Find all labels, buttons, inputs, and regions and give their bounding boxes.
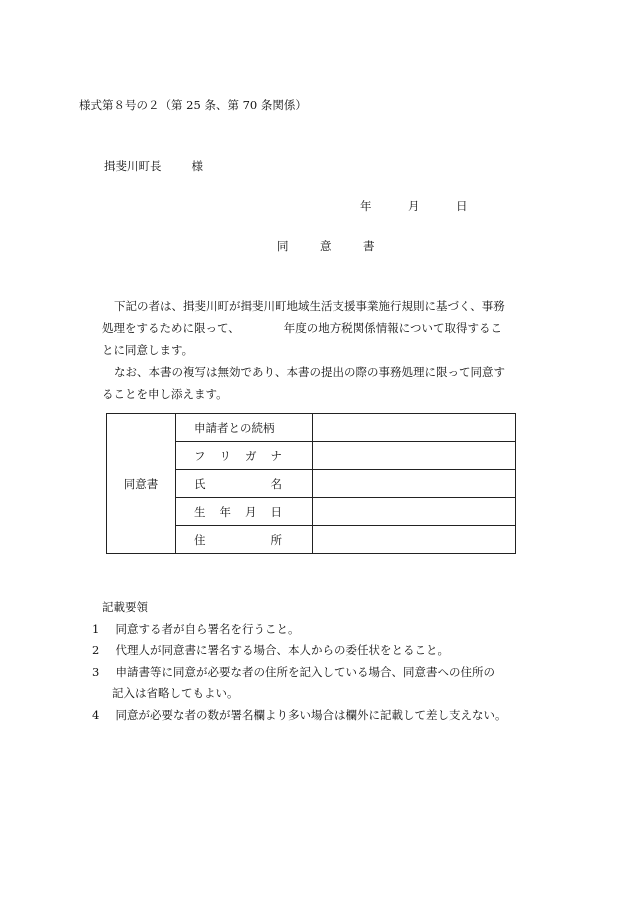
- table-field-label: 氏 名: [176, 470, 313, 498]
- table-field-value[interactable]: [313, 470, 516, 498]
- note-text: 代理人が同意書に署名する場合、本人からの委任状をとること。: [104, 643, 449, 657]
- document-title: 同 意 書: [277, 239, 385, 253]
- note-number: 2: [92, 643, 100, 657]
- notes-heading: 記載要領: [102, 600, 148, 614]
- form-number: 様式第８号の２（第 25 条、第 70 条関係）: [79, 98, 307, 112]
- table-field-label: 住 所: [176, 526, 313, 554]
- consent-paragraph-2: [102, 361, 522, 405]
- table-row: [107, 414, 516, 442]
- date-year: 年: [360, 199, 372, 213]
- date-month: 月: [408, 199, 420, 213]
- paragraph-line: 下記の者は、揖斐川町が揖斐川町地域生活支援事業施行規則に基づく、事務: [114, 299, 505, 313]
- paragraph-text: 処理をするために限って、: [102, 321, 240, 335]
- addressee-name: 揖斐川町長: [104, 159, 162, 173]
- paragraph-line: とに同意します。: [102, 343, 194, 357]
- table-field-label: フ リ ガ ナ: [176, 442, 313, 470]
- consent-table: [106, 413, 516, 554]
- note-text: 申請書等に同意が必要な者の住所を記入している場合、同意書への住所の: [104, 664, 495, 679]
- paragraph-text: 年度の地方税関係情報について取得するこ: [283, 321, 503, 335]
- table-field-value[interactable]: [313, 414, 516, 442]
- table-field-label: 生 年 月 日: [176, 498, 313, 526]
- note-item: [92, 705, 507, 727]
- note-text: 同意する者が自ら署名を行うこと。: [104, 621, 300, 636]
- table-field-value[interactable]: [313, 526, 516, 554]
- note-item: [92, 640, 507, 662]
- date-line: [360, 198, 468, 214]
- paragraph-line: ることを申し添えます。: [102, 387, 228, 401]
- table-field-label: 申請者との続柄: [176, 414, 313, 442]
- note-number: 3: [92, 664, 100, 679]
- notes-section: [92, 597, 507, 726]
- addressee: [104, 158, 203, 174]
- table-group-label: 同意書: [107, 414, 176, 554]
- note-text: 同意が必要な者の数が署名欄より多い場合は欄外に記載して差し支えない。: [104, 707, 507, 722]
- note-number: 1: [92, 621, 100, 636]
- note-item: [92, 619, 507, 641]
- table-field-value[interactable]: [313, 442, 516, 470]
- paragraph-line: なお、本書の複写は無効であり、本書の提出の際の事務処理に限って同意す: [114, 365, 505, 379]
- note-item: [92, 662, 507, 684]
- notes-list: [92, 619, 507, 727]
- addressee-honorific: 様: [191, 159, 203, 173]
- table-field-value[interactable]: [313, 498, 516, 526]
- note-number: 4: [92, 707, 100, 722]
- date-day: 日: [456, 199, 468, 213]
- paragraph-line: [102, 317, 522, 339]
- consent-paragraph-1: [102, 295, 522, 361]
- note-continuation: 記入は省略してもよい。: [112, 686, 239, 700]
